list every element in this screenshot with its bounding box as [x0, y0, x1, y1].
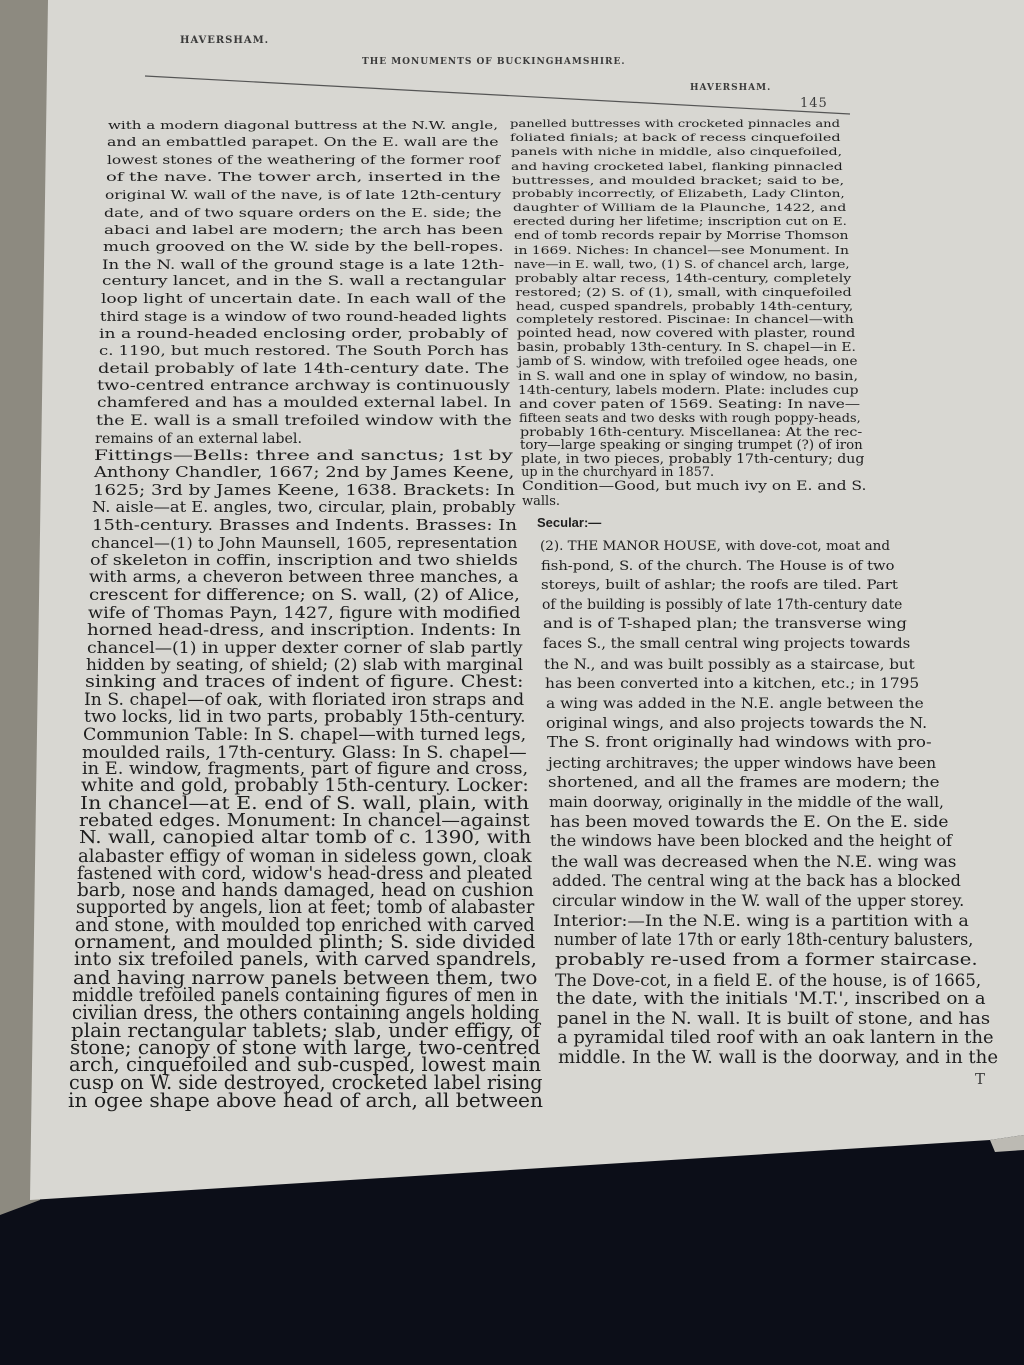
right-column-line: up in the churchyard in 1857.: [521, 465, 715, 481]
right-column-secular-line: number of late 17th or early 18th-century balusters,: [553, 930, 974, 950]
right-column-secular-line: original wings, and also projects towards the N.: [546, 714, 928, 732]
left-column-line: N. aisle—at E. angles, two, circular, plain, probably: [92, 499, 516, 517]
left-column-line: in a round-headed enclosing order, probably of: [99, 326, 508, 342]
right-column-line: nave—in E. wall, two, (1) S. of chancel arch, large,: [514, 257, 850, 271]
right-column-secular-line: middle. In the W. wall is the doorway, and in the: [558, 1048, 998, 1068]
left-column-line: with arms, a cheveron between three manches, a: [89, 568, 519, 587]
left-column-line: century lancet, and in the S. wall a rectangular: [101, 273, 506, 289]
left-column-line: sinking and traces of indent of figure. Chest:: [85, 672, 524, 692]
left-column-line: in ogee shape above head of arch, all between: [68, 1088, 543, 1112]
right-column-line: probably 16th-century. Miscellanea: At the rec-: [519, 423, 862, 439]
right-column-line: 14th-century, labels modern. Plate: includes cup: [518, 382, 859, 397]
right-column-secular-line: storeys, built of ashlar; the roofs are tiled. Part: [541, 578, 899, 594]
right-column-line: head, cusped spandrels, probably 14th-century,: [515, 298, 853, 313]
left-column-line: detail probably of late 14th-century date. The: [98, 360, 510, 377]
left-column-line: In chancel—at E. end of S. wall, plain, with: [80, 793, 530, 814]
left-column-line: horned head-dress, and inscription. Indents: In: [87, 620, 522, 640]
left-column-line: and stone, with moulded top enriched with carved: [75, 914, 535, 936]
right-column-secular-line: shortened, and all the frames are modern; the: [548, 773, 940, 792]
left-column-line: fastened with cord, widow's head-dress and pleated: [77, 862, 533, 884]
right-column-secular-line: the N., and was built possibly as a staircase, but: [544, 656, 915, 673]
right-column-line: and having crocketed label, flanking pinnacled: [511, 160, 843, 173]
left-column-line: and having narrow panels between them, two: [73, 966, 538, 989]
right-column-secular-line: main doorway, originally in the middle of the wall,: [549, 793, 944, 811]
left-column-line: plain rectangular tablets; slab, under effigy, of: [70, 1018, 540, 1042]
left-column-line: rebated edges. Monument: In chancel—against: [79, 810, 531, 831]
facing-page-running-head: HAVERSHAM.: [180, 35, 270, 46]
right-column-line: erected during her lifetime; inscription cut on E.: [513, 215, 847, 229]
left-column-line: and an embattled parapet. On the E. wall are the: [107, 135, 499, 150]
right-column-secular-line: circular window in the W. wall of the upper storey.: [552, 891, 965, 911]
left-column-line: middle trefoiled panels containing figures of men in: [72, 984, 539, 1007]
left-column-line: cusp on W. side destroyed, crocketed label rising: [68, 1070, 543, 1094]
right-column-secular-line: the date, with the initials 'M.T.', inscribed on a: [555, 989, 986, 1010]
left-column-line: alabaster effigy of woman in sideless gown, cloak: [78, 845, 532, 867]
left-column-line: in E. window, fragments, part of figure and cross,: [81, 758, 528, 779]
right-column-line: in 1669. Niches: In chancel—see Monument. In: [514, 244, 849, 257]
left-column-line: two-centred entrance archway is continuously: [97, 377, 511, 394]
right-column-line: jamb of S. window, with trefoiled ogee heads, one: [517, 354, 857, 369]
right-column-secular-line: has been moved towards the E. On the E. side: [549, 812, 949, 831]
left-column-line: of skeleton in coffin, inscription and two shields: [90, 551, 519, 570]
right-column-secular-line: fish-pond, S. of the church. The House is of two: [540, 558, 895, 574]
left-column-line: lowest stones of the weathering of the former roof: [106, 152, 500, 167]
right-column-line: buttresses, and moulded bracket; said to be,: [511, 174, 844, 187]
left-column-line: stone; canopy of stone with large, two-centred: [70, 1036, 541, 1060]
right-column-line: panelled buttresses with crocketed pinnacles and: [510, 119, 840, 130]
left-column-line: c. 1190, but much restored. The South Porch has: [98, 343, 509, 360]
right-column-secular-line: a pyramidal tiled roof with an oak lantern in the: [557, 1028, 994, 1049]
left-column-line: Anthony Chandler, 1667; 2nd by James Keene,: [93, 465, 515, 482]
right-column-secular-line: of the building is possibly of late 17th-century date: [542, 596, 903, 613]
right-column-secular-line: The S. front originally had windows with pro-: [546, 734, 932, 752]
right-column-secular-line: probably re-used from a former staircase.: [554, 949, 978, 969]
left-column-line: remains of an external label.: [95, 430, 302, 447]
left-column-line: arch, cinquefoiled and sub-cusped, lowest main: [69, 1053, 542, 1077]
right-column-line: fifteen seats and two desks with rough poppy-heads,: [519, 410, 861, 425]
right-column-secular-line: a wing was added in the N.E. angle between the: [545, 695, 924, 712]
right-column-secular-line: the wall was decreased when the N.E. wing was: [551, 851, 957, 871]
left-column-line: into six trefoiled panels, with carved spandrels,: [73, 949, 537, 971]
right-column-line: panels with niche in middle, also cinquefoiled,: [510, 146, 842, 158]
right-column-line: and cover paten of 1569. Seating: In nave—: [518, 396, 860, 411]
right-column-line: foliated finials; at back of recess cinquefoiled: [510, 132, 841, 144]
left-column-line: ornament, and moulded plinth; S. side divided: [74, 932, 536, 954]
right-column-secular-line: (2). THE MANOR HOUSE, with dove-cot, moat and: [540, 539, 890, 554]
left-column-line: white and gold, probably 15th-century. Locker:: [80, 776, 529, 797]
secular-heading: Secular:—: [537, 515, 602, 530]
left-column-line: moulded rails, 17th-century. Glass: In S. chapel—: [82, 741, 527, 762]
left-column-line: chancel—(1) to John Maunsell, 1605, representation: [90, 533, 518, 552]
right-column-line: tory—large speaking or singing trumpet (?) of iron: [520, 437, 863, 453]
signature-mark: T: [975, 1070, 987, 1088]
right-column-line: Condition—Good, but much ivy on E. and S.: [521, 479, 866, 495]
right-column-line: completely restored. Piscinae: In chancel—with: [516, 312, 854, 327]
right-column-line: pointed head, now covered with plaster, round: [516, 326, 855, 341]
left-column-line: In S. chapel—of oak, with floriated iron straps and: [84, 689, 525, 709]
left-column-line: chamfered and has a moulded external label. In: [96, 395, 511, 412]
left-column-line: the E. wall is a small trefoiled window with the: [95, 413, 512, 430]
left-column-line: loop light of uncertain date. In each wall of the: [100, 292, 507, 308]
right-column-line: basin, probably 13th-century. In S. chapel—in E.: [517, 340, 856, 355]
right-column-secular-line: faces S., the small central wing projects towards: [543, 636, 911, 653]
left-column-line: 15th-century. Brasses and Indents. Brasses: In: [91, 516, 517, 535]
right-column-secular-line: and is of T-shaped plan; the transverse wing: [542, 616, 907, 633]
right-column-line: probably incorrectly, of Elizabeth, Lady Clinton,: [512, 188, 845, 201]
left-column-line: with a modern diagonal buttress at the N.W. angle,: [108, 118, 498, 132]
left-column-line: abaci and label are modern; the arch has been: [103, 221, 503, 237]
left-column-line: In the N. wall of the ground stage is a late 12th-: [102, 256, 505, 272]
left-column-line: wife of Thomas Payn, 1427, figure with modified: [88, 603, 521, 622]
left-column-line: barb, nose and hands damaged, head on cushion: [76, 880, 534, 902]
right-column-secular-line: panel in the N. wall. It is built of stone, and has: [556, 1008, 990, 1029]
left-column-line: civilian dress, the others containing angels holding: [71, 1001, 539, 1025]
right-column-line: probably altar recess, 14th-century, completely: [514, 271, 851, 285]
right-column-line: walls.: [522, 494, 560, 509]
left-column-line: two locks, lid in two parts, probably 15th-century.: [83, 706, 526, 726]
right-column-secular-line: jecting architraves; the upper windows have been: [547, 753, 936, 772]
right-column-line: restored; (2) S. of (1), small, with cinquefoiled: [515, 284, 852, 299]
right-column-secular-line: has been converted into a kitchen, etc.; in 1795: [544, 676, 920, 693]
left-column-line: Communion Table: In S. chapel—with turned legs,: [83, 724, 527, 745]
left-column-line: hidden by seating, of shield; (2) slab with marginal: [85, 654, 523, 674]
left-column-line: 1625; 3rd by James Keene, 1638. Brackets: In: [93, 481, 515, 499]
left-column-line: third stage is a window of two round-headed lights: [100, 309, 507, 325]
left-column-line: of the nave. The tower arch, inserted in the: [105, 169, 501, 184]
right-column-secular-line: added. The central wing at the back has a blocked: [551, 871, 961, 891]
right-column-secular-line: the windows have been blocked and the height of: [550, 832, 953, 851]
left-column-line: Fittings—Bells: three and sanctus; 1st by: [94, 448, 514, 465]
right-column-secular-line: Interior:—In the N.E. wing is a partition with a: [553, 910, 969, 930]
page-number: 145: [800, 96, 828, 111]
right-column-line: plate, in two pieces, probably 17th-century; dug: [520, 451, 864, 467]
right-column-line: daughter of William de la Plaunche, 1422, and: [512, 201, 846, 215]
right-column-line: end of tomb records repair by Morrise Thomson: [513, 229, 848, 243]
right-column-secular-line: The Dove-cot, in a field E. of the house, is of 1665,: [555, 969, 982, 990]
left-column-line: supported by angels, lion at feet; tomb of alabaster: [75, 897, 535, 919]
left-column-line: original W. wall of the nave, is of late 12th-century: [105, 188, 502, 203]
left-column-line: much grooved on the W. side by the bell-ropes.: [103, 239, 504, 255]
right-column-line: in S. wall and one in splay of window, no basin,: [518, 369, 858, 383]
left-column-line: crescent for difference; on S. wall, (2) of Alice,: [88, 585, 520, 604]
parish-running-head: HAVERSHAM.: [690, 83, 772, 93]
running-title: THE MONUMENTS OF BUCKINGHAMSHIRE.: [362, 57, 626, 67]
left-column-line: N. wall, canopied altar tomb of c. 1390, with: [78, 828, 531, 849]
left-column-line: chancel—(1) in upper dexter corner of slab partly: [86, 637, 523, 657]
left-column-line: date, and of two square orders on the E. side; the: [104, 205, 503, 220]
